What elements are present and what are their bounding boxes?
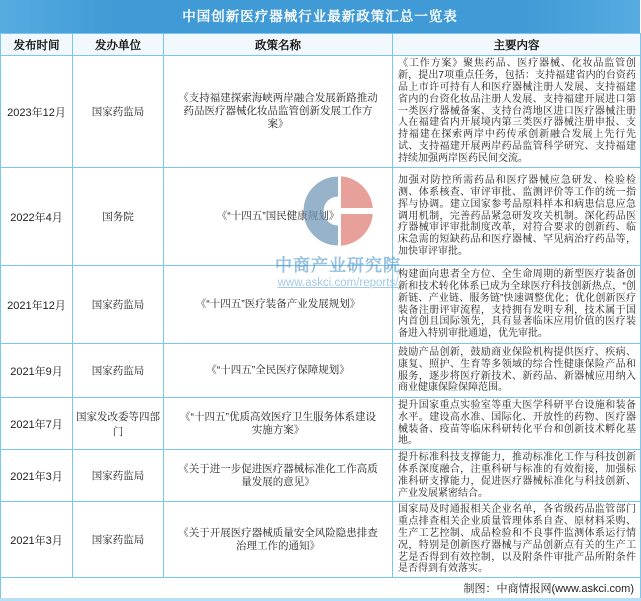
org-cell: 国家药监局 — [73, 266, 164, 344]
content-cell: 鼓励产品创新，鼓励商业保险机构提供医疗、疾病、康复、照护、生育等多领域的综合性健康保险产品和服务，逐步将医疗新技术、新药品、新器械应用纳入商业健康保险保障范围。 — [393, 344, 641, 398]
org-cell: 国家药监局 — [73, 502, 164, 578]
table-row — [1, 450, 641, 502]
column-header-policy: 政策名称 — [164, 34, 393, 56]
content-cell: 提升标准科技支撑能力，推动标准化工作与科技创新体系深度融合，注重科研与标准的有效衔接，加强标准科研支撑能力，促进医疗器械标准化与科技创新、产业发展紧密结合。 — [393, 450, 641, 502]
policy-name-cell: 《“十四五”国民健康规划》 — [164, 168, 393, 266]
table-row — [1, 56, 641, 168]
content-cell: 《工作方案》聚焦药品、医疗器械、化妆品监管创新，提出7项重点任务，包括：支持福建省内的台资药品上市许可持有人和医疗器械注册人发展、支持福建省内的台资化妆品注册人发展、支持福建开展进口第一类医疗器械备案、支持台湾地区进口医疗器械注册人在福建省内开展境内第三类医疗器械注册申报、支持福建在探索两岸中药传承创新融合发展上先行先试、支持福建开展两岸药品监管科学研究、支持福建持续加强两岸医药民间交流。 — [393, 56, 641, 168]
credit-text: 制图：中商情报网(www.askci.com) — [1, 578, 641, 600]
date-cell: 2022年4月 — [1, 168, 73, 266]
content-cell: 构建面向患者全方位、全生命周期的新型医疗装备创新和技术转化体系已成为全球医疗科技创新热点，“创新链、产业链、服务链”快速调整优化；优化创新医疗装备注册评审流程，支持拥有发明专利，技术属于国内首创且国际领先，具有显著临床应用价值的医疗装备进入特别审批通道，优先审批。 — [393, 266, 641, 344]
watermark-company-name: 中商产业研究院 — [275, 256, 401, 275]
table-row — [1, 502, 641, 578]
page-title: 中国创新医疗器械行业最新政策汇总一览表 — [0, 0, 640, 33]
date-cell: 2021年7月 — [1, 398, 73, 450]
column-header-org: 发办单位 — [73, 34, 164, 56]
policy-name-cell: 《支持福建探索海峡两岸融合发展新路推动药品医疗器械化妆品监管创新发展工作方案》 — [164, 56, 393, 168]
policy-name-cell: 《“十四五”全民医疗保障规划》 — [164, 344, 393, 398]
org-cell: 国家药监局 — [73, 344, 164, 398]
policy-name-cell: 《关于进一步促进医疗器械标准化工作高质量发展的意见》 — [164, 450, 393, 502]
table-row — [1, 398, 641, 450]
column-header-content: 主要内容 — [393, 34, 641, 56]
table-row — [1, 266, 641, 344]
table-header-row — [1, 34, 641, 56]
date-cell: 2021年12月 — [1, 266, 73, 344]
policy-name-cell: 《关于开展医疗器械质量安全风险隐患排查治理工作的通知》 — [164, 502, 393, 578]
table-row — [1, 168, 641, 266]
policy-name-cell: 《“十四五”优质高效医疗卫生服务体系建设实施方案》 — [164, 398, 393, 450]
table-row — [1, 344, 641, 398]
policy-name-cell: 《“十四五”医疗装备产业发展规划》 — [164, 266, 393, 344]
policy-table — [0, 33, 641, 601]
table-wrapper — [0, 33, 640, 596]
date-cell: 2021年3月 — [1, 450, 73, 502]
table-footer-row — [1, 578, 641, 600]
date-cell: 2023年12月 — [1, 56, 73, 168]
content-cell: 国家局及时通报相关企业名单，各省级药品监管部门重点排查相关企业质量管理体系自查、原材料采购、生产工艺控制、成品检验和不良事件监测体系运行情况，特别是创新医疗器械与产品创新点有关的生产工艺是否得到有效控制，以及附条件审批产品所附条件是否得到有效落实。 — [393, 502, 641, 578]
org-cell: 国务院 — [73, 168, 164, 266]
content-cell: 加强对防控所需药品和医疗器械应急研发、检验检测、体系核查、审评审批、监测评价等工作的统一指挥与协调。建立国家参考品原料样本和病患信息应急调用机制，完善药品紧急研发攻关机制。深化药品医疗器械审评审批制度改革，对符合要求的创新药、临床急需的短缺药品和医疗器械、罕见病治疗药品等，加快审评审批。 — [393, 168, 641, 266]
content-cell: 提升国家重点实验室等重大医学科研平台设施和装备水平。建设高水准、国际化、开放性的药物、医疗器械装备、疫苗等临床科研转化平台和创新技术孵化基地。 — [393, 398, 641, 450]
org-cell: 国家药监局 — [73, 56, 164, 168]
date-cell: 2021年3月 — [1, 502, 73, 578]
org-cell: 国家发改委等四部门 — [73, 398, 164, 450]
org-cell: 国家药监局 — [73, 450, 164, 502]
date-cell: 2021年9月 — [1, 344, 73, 398]
column-header-date: 发布时间 — [1, 34, 73, 56]
watermark-url: www.askci.com/reports/ — [277, 277, 399, 289]
